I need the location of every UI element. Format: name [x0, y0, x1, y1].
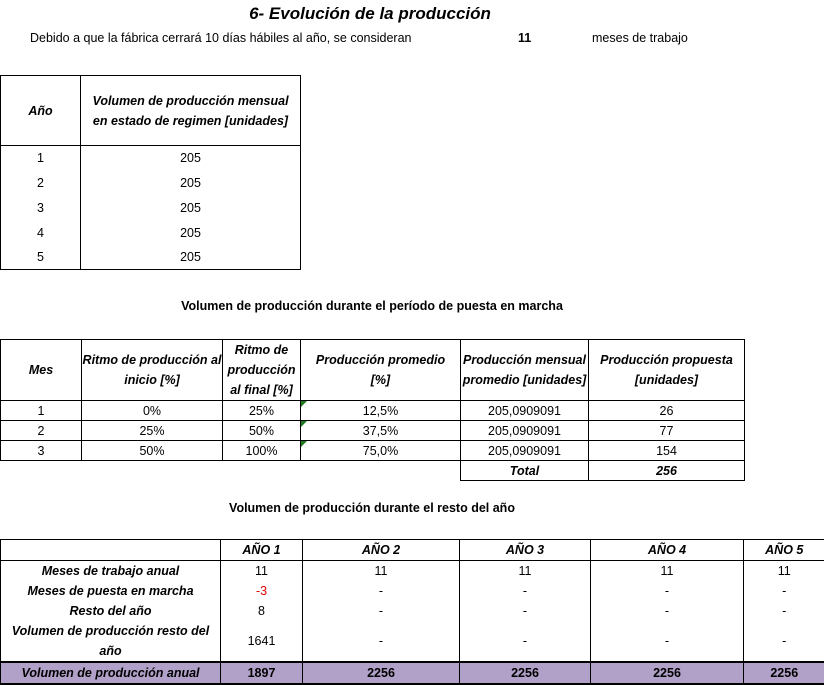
- cell: -: [744, 621, 824, 662]
- table-row: [1, 441, 745, 461]
- table-row: [1, 401, 745, 421]
- table-row: [1, 246, 301, 270]
- table-row: [1, 601, 824, 621]
- cell: 205: [81, 146, 301, 171]
- cell: 50%: [82, 441, 223, 461]
- cell: 5: [1, 246, 81, 270]
- page-title: 6- Evolución de la producción: [0, 4, 740, 24]
- annual-total-row: [1, 662, 824, 684]
- cell: 12,5%: [301, 401, 461, 421]
- cell: 11: [221, 561, 303, 581]
- header-monthly-average: Producción mensual promedio [unidades]: [461, 340, 589, 401]
- cell: 11: [303, 561, 460, 581]
- header-end-rate: Ritmo de producción al final [%]: [223, 340, 301, 401]
- cell: 25%: [82, 421, 223, 441]
- row-label: Volumen de producción resto del año: [1, 621, 221, 662]
- cell: 75,0%: [301, 441, 461, 461]
- cell: -: [591, 581, 744, 601]
- header-year: Año: [1, 76, 81, 146]
- table-row: [1, 561, 824, 581]
- cell: 2256: [591, 662, 744, 684]
- cell: 2256: [460, 662, 591, 684]
- header-year-5: AÑO 5: [744, 540, 824, 561]
- row-label: Meses de trabajo anual: [1, 561, 221, 581]
- cell: -: [303, 581, 460, 601]
- cell: 11: [460, 561, 591, 581]
- cell: 0%: [82, 401, 223, 421]
- table-row: [1, 146, 301, 171]
- table-row: [1, 421, 745, 441]
- startup-table: [0, 339, 745, 481]
- cell: 1641: [221, 621, 303, 662]
- cell: 4: [1, 221, 81, 246]
- table-row: [1, 581, 824, 601]
- rest-of-year-table: [0, 539, 824, 685]
- cell: 205: [81, 221, 301, 246]
- cell: -: [303, 601, 460, 621]
- total-row: [1, 461, 745, 481]
- cell: 37,5%: [301, 421, 461, 441]
- cell: 2256: [303, 662, 460, 684]
- cell: -: [744, 581, 824, 601]
- cell: -: [460, 621, 591, 662]
- table-row: [1, 221, 301, 246]
- startup-section-title: Volumen de producción durante el período de puesta en marcha: [0, 299, 744, 313]
- cell: 205,0909091: [461, 441, 589, 461]
- total-value: 256: [589, 461, 745, 481]
- cell: -: [591, 601, 744, 621]
- row-label: Volumen de producción anual: [1, 662, 221, 684]
- cell: 100%: [223, 441, 301, 461]
- header-average-rate: Producción promedio [%]: [301, 340, 461, 401]
- working-months-value: 11: [518, 31, 531, 45]
- cell: 77: [589, 421, 745, 441]
- header-year-2: AÑO 2: [303, 540, 460, 561]
- cell: -: [303, 621, 460, 662]
- cell: 205: [81, 246, 301, 270]
- table-row: [1, 621, 824, 662]
- table-row: [1, 171, 301, 196]
- rest-of-year-section-title: Volumen de producción durante el resto del año: [0, 501, 744, 515]
- cell: 205,0909091: [461, 421, 589, 441]
- intro-text: Debido a que la fábrica cerrará 10 días hábiles al año, se consideran: [30, 31, 412, 45]
- header-start-rate: Ritmo de producción al inicio [%]: [82, 340, 223, 401]
- header-year-1: AÑO 1: [221, 540, 303, 561]
- header-year-4: AÑO 4: [591, 540, 744, 561]
- total-label: Total: [461, 461, 589, 481]
- cell: 8: [221, 601, 303, 621]
- cell: 1: [1, 146, 81, 171]
- header-monthly-volume: Volumen de producción mensual en estado de regimen [unidades]: [81, 76, 301, 146]
- cell: -: [744, 601, 824, 621]
- header-year-3: AÑO 3: [460, 540, 591, 561]
- cell: 11: [744, 561, 824, 581]
- cell: 3: [1, 196, 81, 221]
- cell: 50%: [223, 421, 301, 441]
- cell: -: [460, 601, 591, 621]
- row-label: Meses de puesta en marcha: [1, 581, 221, 601]
- cell: -: [460, 581, 591, 601]
- cell: 205: [81, 196, 301, 221]
- cell: 154: [589, 441, 745, 461]
- cell: -3: [221, 581, 303, 601]
- table-row: [1, 196, 301, 221]
- cell: 2: [1, 421, 82, 441]
- cell: 26: [589, 401, 745, 421]
- cell: 205: [81, 171, 301, 196]
- cell: 1897: [221, 662, 303, 684]
- header-proposed: Producción propuesta [unidades]: [589, 340, 745, 401]
- intro-suffix: meses de trabajo: [592, 31, 688, 45]
- cell: 25%: [223, 401, 301, 421]
- steady-state-table: [0, 75, 301, 270]
- cell: 3: [1, 441, 82, 461]
- cell: 2256: [744, 662, 824, 684]
- header-blank: [1, 540, 221, 561]
- header-month: Mes: [1, 340, 82, 401]
- cell: 11: [591, 561, 744, 581]
- cell: 205,0909091: [461, 401, 589, 421]
- cell: -: [591, 621, 744, 662]
- cell: 1: [1, 401, 82, 421]
- cell: 2: [1, 171, 81, 196]
- row-label: Resto del año: [1, 601, 221, 621]
